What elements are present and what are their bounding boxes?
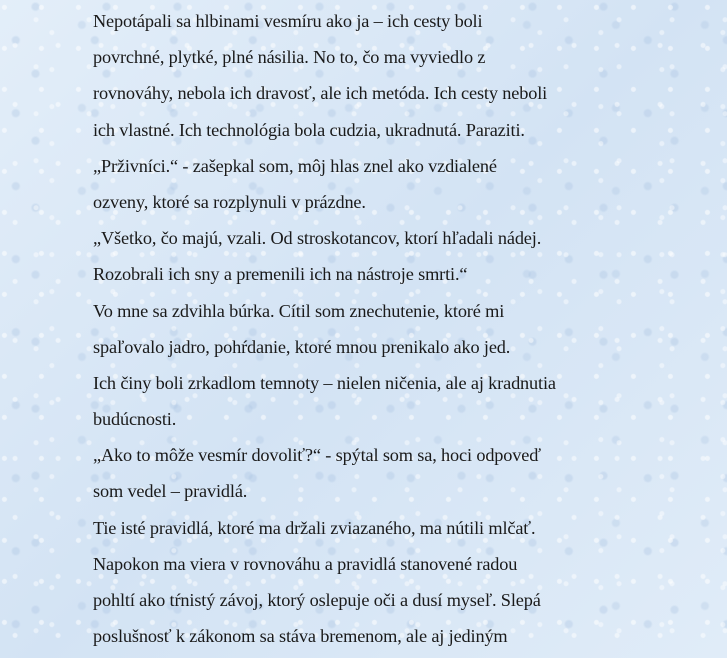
- text-line: povrchné, plytké, plné násilia. No to, čo ma vyviedlo z: [93, 47, 486, 68]
- text-line: spaľovalo jadro, pohŕdanie, ktoré mnou prenikalo ako jed.: [93, 336, 511, 357]
- text-line: ich vlastné. Ich technológia bola cudzia, ukradnutá. Paraziti.: [93, 119, 525, 140]
- text-line: „Všetko, čo majú, vzali. Od stroskotancov, ktorí hľadali nádej.: [93, 228, 542, 249]
- text-line: som vedel – pravidlá.: [93, 481, 248, 502]
- text-line: Tie isté pravidlá, ktoré ma držali zviazaného, ma nútili mlčať.: [93, 517, 536, 538]
- text-line: Rozobrali ich sny a premenili ich na nástroje smrti.“: [93, 264, 468, 285]
- text-line: Napokon ma viera v rovnováhu a pravidlá stanovené radou: [93, 553, 518, 574]
- text-line: Vo mne sa zdvihla búrka. Cítil som znechutenie, ktoré mi: [93, 300, 505, 321]
- text-line: „Ako to môže vesmír dovoliť?“ - spýtal som sa, hoci odpoveď: [93, 445, 541, 466]
- text-line: poslušnosť k zákonom sa stáva bremenom, ale aj jediným: [93, 626, 508, 647]
- text-line: „Prživníci.“ - zašepkal som, môj hlas znel ako vzdialené: [93, 155, 497, 176]
- text-line: ozveny, ktoré sa rozplynuli v prázdne.: [93, 191, 366, 212]
- text-line: Nepotápali sa hlbinami vesmíru ako ja – ich cesty boli: [93, 11, 483, 31]
- text-line: budúcnosti.: [93, 409, 177, 430]
- text-line: pohltí ako tŕnistý závoj, ktorý oslepuje oči a dusí myseľ. Slepá: [93, 590, 541, 610]
- text-line: Ich činy boli zrkadlom temnoty – nielen ničenia, ale aj kradnutia: [93, 372, 556, 393]
- text-line: rovnováhy, nebola ich dravosť, ale ich metóda. Ich cesty neboli: [93, 83, 548, 104]
- story-text: [93, 7, 653, 658]
